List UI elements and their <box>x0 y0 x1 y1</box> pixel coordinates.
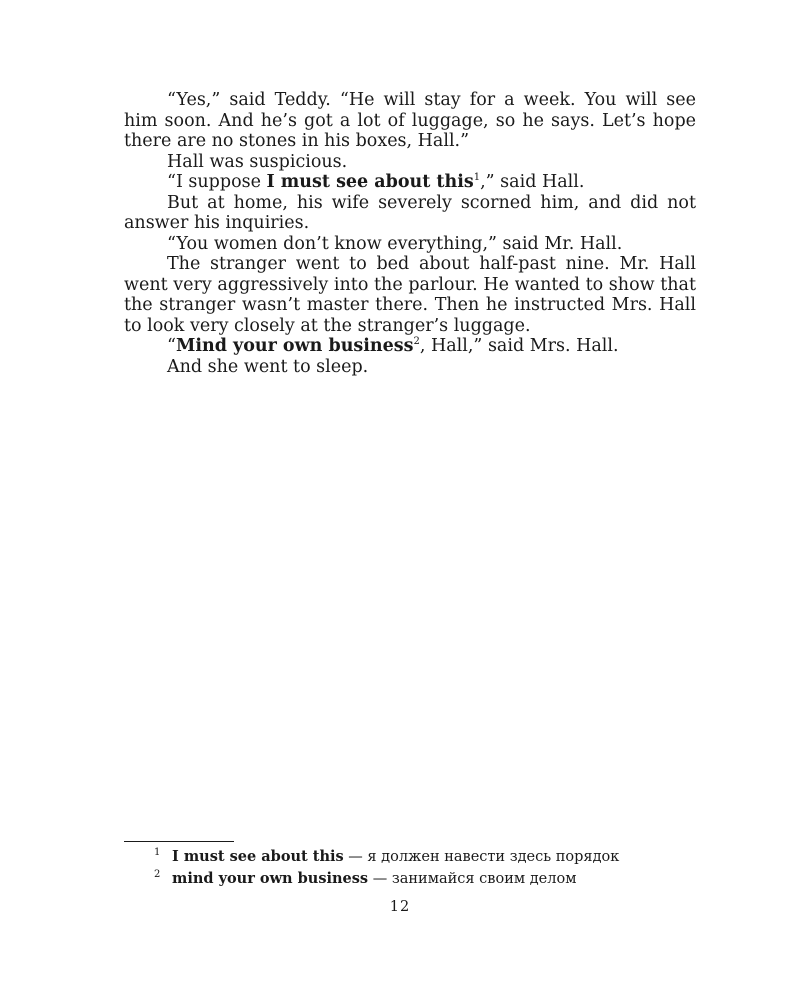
footnote-separator: — <box>368 871 392 887</box>
paragraph-text: “You women don’t know everything,” said Mr. Hall. <box>167 233 623 254</box>
footnote-translation: я должен навести здесь порядок <box>367 849 620 865</box>
paragraph <box>124 193 696 234</box>
paragraph <box>124 234 696 255</box>
paragraph-text: , Hall,” said Mrs. Hall. <box>419 336 619 356</box>
bold-phrase: I must see about this <box>266 172 474 192</box>
paragraph-text: ,” said Hall. <box>480 172 585 192</box>
paragraph <box>124 90 696 152</box>
footnote-translation: занимайся своим делом <box>391 871 577 887</box>
footnote-separator: — <box>343 849 368 865</box>
paragraph-text: But at home, his wife severely scorned him, and did not answer his inquiries. <box>124 192 696 233</box>
footnote-item <box>124 846 696 868</box>
footnote-number: 2 <box>154 869 161 880</box>
footnote-ref[interactable]: 2 <box>413 336 420 348</box>
footnote-divider <box>124 841 234 842</box>
paragraph <box>124 357 696 378</box>
body-text <box>124 90 696 377</box>
footnotes <box>124 846 696 890</box>
paragraph <box>124 152 696 173</box>
footnote-term: I must see about this <box>172 848 344 865</box>
paragraph <box>124 336 696 357</box>
paragraph-text: “I suppose <box>167 172 267 192</box>
footnote-ref[interactable]: 1 <box>473 172 481 184</box>
bold-phrase: Mind your own business <box>175 336 414 356</box>
paragraph-text: Hall was suspicious. <box>167 151 348 172</box>
footnote-item <box>124 868 696 890</box>
paragraph-text: And she went to sleep. <box>167 356 369 377</box>
paragraph <box>124 254 696 336</box>
paragraph-text: “Yes,” said Teddy. “He will stay for a week. You will see him soon. And he’s got a lot of luggage, so he says. Let’s hope there are no stones in his boxes, Hall.” <box>124 90 696 151</box>
paragraph-text: “ <box>167 336 176 356</box>
paragraph <box>124 172 696 193</box>
footnote-term: mind your own business <box>172 870 369 887</box>
page-number: 12 <box>389 899 411 915</box>
paragraph-text: The stranger went to bed about half-past nine. Mr. Hall went very aggressively into the parlour. He wanted to show that the stranger wasn’t master there. Then he instructed Mrs. Hall to look very closely at the stranger’s luggage. <box>124 254 696 336</box>
footnote-number: 1 <box>154 847 161 858</box>
